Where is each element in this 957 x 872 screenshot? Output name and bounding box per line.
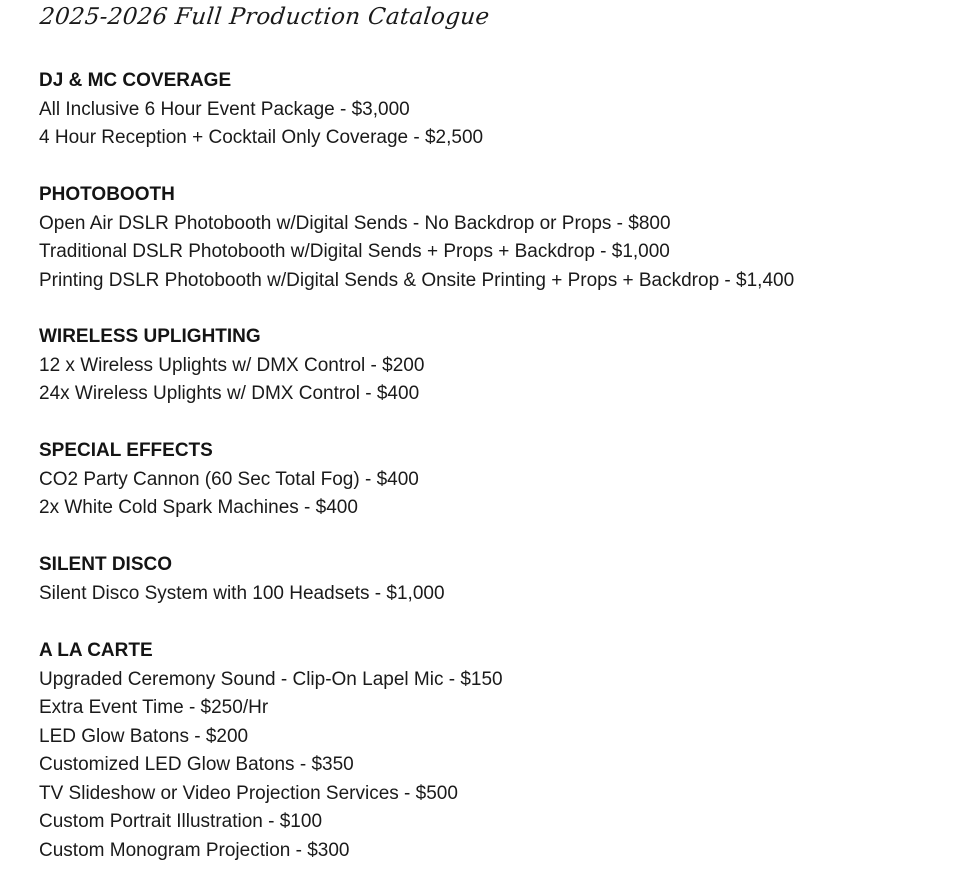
section-photobooth [39, 181, 794, 295]
section-heading: A LA CARTE [39, 640, 153, 661]
list-item: 12 x Wireless Uplights w/ DMX Control - $200 [39, 354, 425, 376]
list-item: Traditional DSLR Photobooth w/Digital Sends + Props + Backdrop - $1,000 [39, 241, 670, 262]
section-heading: SILENT DISCO [39, 554, 173, 575]
section-heading: WIRELESS UPLIGHTING [39, 326, 261, 347]
section-heading: PHOTOBOOTH [39, 184, 175, 205]
list-item: Silent Disco System with 100 Headsets - $1,000 [39, 582, 445, 604]
list-item: Open Air DSLR Photobooth w/Digital Sends - No Backdrop or Props - $800 [39, 212, 671, 234]
page-title: 2025-2026 Full Production Catalogue [38, 4, 491, 30]
list-item: Extra Event Time - $250/Hr [39, 697, 269, 718]
list-item: Custom Portrait Illustration - $100 [39, 811, 323, 832]
list-item: LED Glow Batons - $200 [39, 725, 249, 747]
list-item: Upgraded Ceremony Sound - Clip-On Lapel Mic - $150 [39, 668, 503, 690]
list-item: Customized LED Glow Batons - $350 [39, 754, 354, 775]
list-item: 4 Hour Reception + Cocktail Only Coverage - $2,500 [39, 127, 484, 148]
list-item: 2x White Cold Spark Machines - $400 [39, 497, 358, 518]
section-a-la-carte [39, 637, 503, 865]
list-item: All Inclusive 6 Hour Event Package - $3,000 [39, 98, 410, 120]
section-silent-disco [39, 551, 445, 608]
section-dj-mc-coverage [39, 67, 483, 153]
list-item: TV Slideshow or Video Projection Services - $500 [39, 782, 458, 804]
list-item: Custom Monogram Projection - $300 [39, 839, 350, 861]
section-heading: DJ & MC COVERAGE [39, 70, 232, 91]
section-heading: SPECIAL EFFECTS [39, 440, 213, 461]
list-item: CO2 Party Cannon (60 Sec Total Fog) - $400 [39, 468, 419, 490]
list-item: Printing DSLR Photobooth w/Digital Sends & Onsite Printing + Props + Backdrop - $1,400 [39, 269, 795, 291]
list-item: 24x Wireless Uplights w/ DMX Control - $400 [39, 383, 420, 404]
section-wireless-uplighting [39, 323, 424, 409]
section-special-effects [39, 437, 419, 523]
